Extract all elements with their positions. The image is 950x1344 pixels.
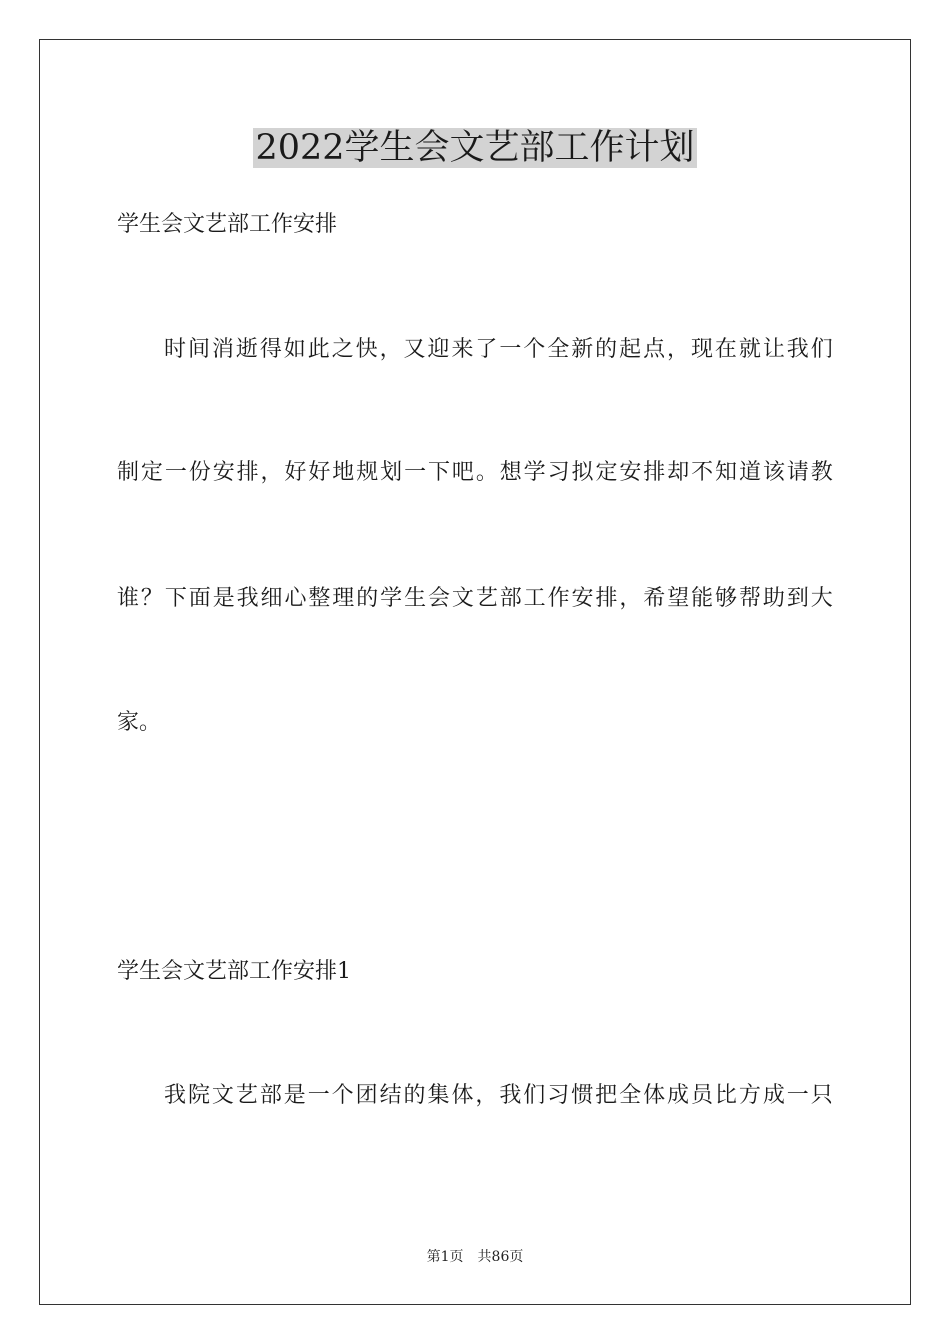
- paragraph-line: 谁 ？ 下 面 是 我 细 心 整 理 的 学 生 会 文 艺 部 工 作 安 排 ， 希 望 能 够 帮 助 到 大: [117, 586, 833, 611]
- document-title: [0, 124, 950, 172]
- paragraph-line: 时 间 消 逝 得 如 此 之 快 ， 又 迎 来 了 一 个 全 新 的 起 点 ， 现 在 就 让 我 们: [164, 337, 833, 362]
- section-heading: 学生会文艺部工作安排1: [117, 959, 351, 984]
- section-heading: 学生会文艺部工作安排: [117, 212, 338, 237]
- page-number-footer: 第1页 共86页: [426, 1249, 524, 1265]
- paragraph-line: 我 院 文 艺 部 是 一 个 团 结 的 集 体 ， 我 们 习 惯 把 全 体 成 员 比 方 成 一 只: [164, 1083, 833, 1108]
- document-title-text: 2022学生会文艺部工作计划: [255, 128, 695, 168]
- paragraph-line: 制 定 一 份 安 排 ， 好 好 地 规 划 一 下 吧 。 想 学 习 拟 定 安 排 却 不 知 道 该 请 教: [117, 460, 833, 485]
- paragraph-line: 家。: [117, 710, 162, 735]
